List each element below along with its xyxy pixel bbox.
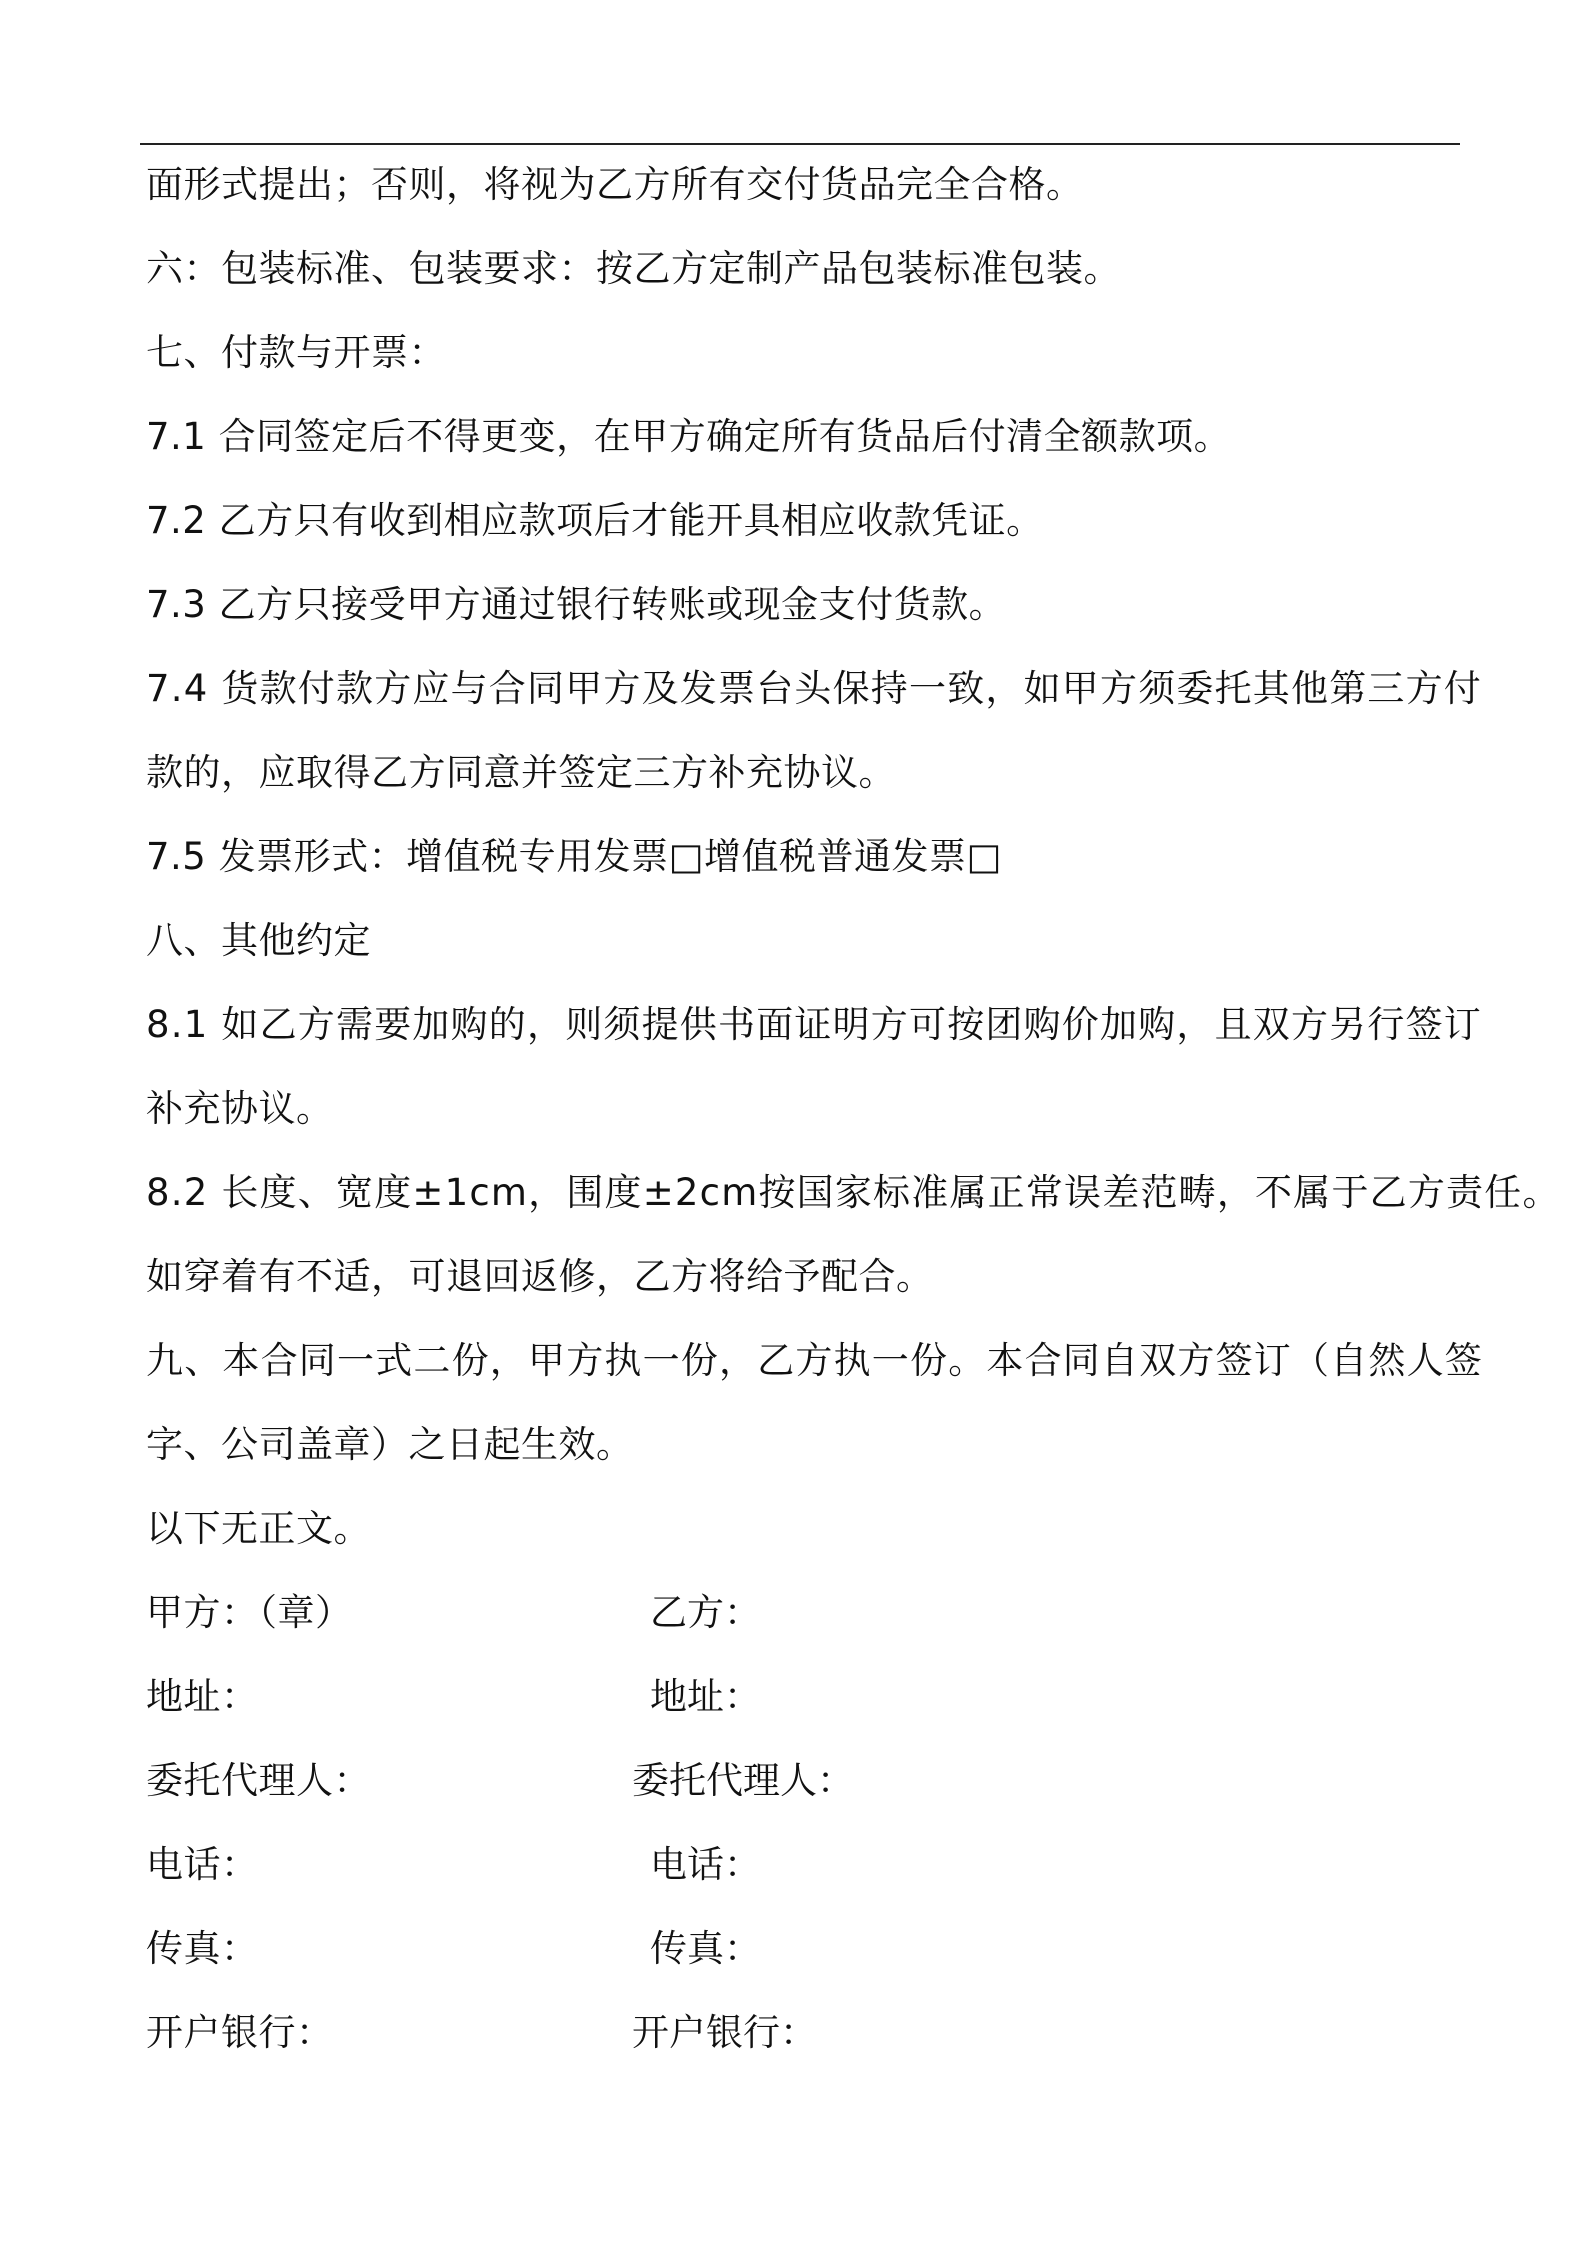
section-8-heading: 八、其他约定 xyxy=(146,919,371,962)
section-7-heading: 七、付款与开票： xyxy=(146,331,446,374)
section-6-packaging: 六：包装标准、包装要求：按乙方定制产品包装标准包装。 xyxy=(146,247,1121,290)
party-b-label: 乙方： xyxy=(650,1591,761,1634)
section-9-line-2: 字、公司盖章）之日起生效。 xyxy=(146,1423,634,1466)
party-a-bank: 开户银行： xyxy=(146,2011,334,2054)
party-a-label: 甲方：（章） xyxy=(146,1591,353,1634)
party-a-address: 地址： xyxy=(146,1675,259,1718)
clause-7-4-line-2: 款的，应取得乙方同意并签定三方补充协议。 xyxy=(146,751,896,794)
clause-8-2-line-2: 如穿着有不适，可退回返修，乙方将给予配合。 xyxy=(146,1255,934,1298)
clause-8-2-line-1: 8.2 长度、宽度±1cm，围度±2cm按国家标准属正常误差范畴，不属于乙方责任。 xyxy=(146,1171,1561,1214)
clause-7-4-line-1: 7.4 货款付款方应与合同甲方及发票台头保持一致，如甲方须委托其他第三方付 xyxy=(146,667,1483,710)
section-9-line-1: 九、本合同一式二份，甲方执一份，乙方执一份。本合同自双方签订（自然人签 xyxy=(146,1339,1483,1382)
end-of-text: 以下无正文。 xyxy=(146,1507,371,1550)
clause-7-5: 7.5 发票形式：增值税专用发票□增值税普通发票□ xyxy=(146,835,1003,878)
header-rule xyxy=(140,143,1460,145)
party-b-fax: 传真： xyxy=(650,1927,761,1970)
clause-7-3: 7.3 乙方只接受甲方通过银行转账或现金支付货款。 xyxy=(146,583,1007,626)
body-line-1: 面形式提出；否则，将视为乙方所有交付货品完全合格。 xyxy=(146,163,1084,206)
clause-8-1-line-1: 8.1 如乙方需要加购的，则须提供书面证明方可按团购价加购，且双方另行签订 xyxy=(146,1003,1483,1046)
party-b-bank: 开户银行： xyxy=(632,2011,817,2054)
clause-7-1: 7.1 合同签定后不得更变，在甲方确定所有货品后付清全额款项。 xyxy=(146,415,1232,458)
party-b-agent: 委托代理人： xyxy=(632,1759,854,1802)
clause-8-1-line-2: 补充协议。 xyxy=(146,1087,334,1130)
party-b-phone: 电话： xyxy=(650,1843,761,1886)
clause-7-2: 7.2 乙方只有收到相应款项后才能开具相应收款凭证。 xyxy=(146,499,1044,542)
party-a-fax: 传真： xyxy=(146,1927,259,1970)
party-a-agent: 委托代理人： xyxy=(146,1759,371,1802)
party-b-address: 地址： xyxy=(650,1675,761,1718)
party-a-phone: 电话： xyxy=(146,1843,259,1886)
